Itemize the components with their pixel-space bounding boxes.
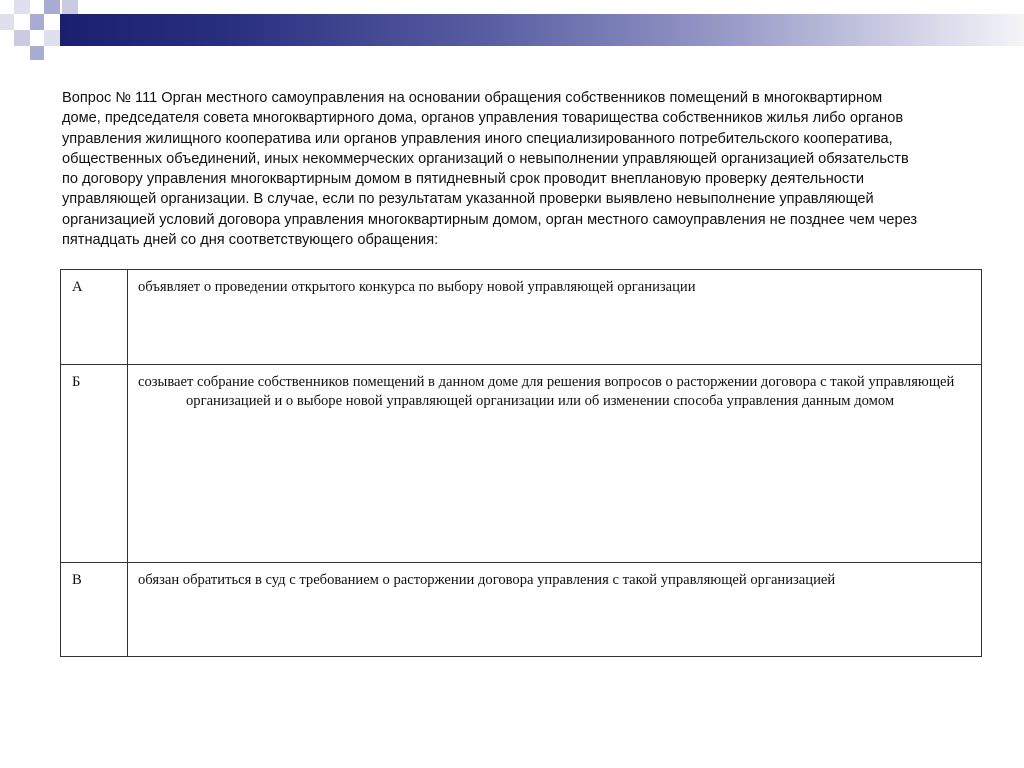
answer-row-b: [61, 365, 982, 563]
answers-table: [60, 269, 982, 657]
answer-text: обязан обратиться в суд с требованием о расторжении договора управления с такой управляющей организацией: [128, 563, 982, 657]
decor-square: [44, 30, 60, 46]
answer-text: объявляет о проведении открытого конкурса по выбору новой управляющей организации: [128, 270, 982, 365]
decor-square: [44, 0, 60, 14]
answer-letter: Б: [61, 365, 128, 563]
decor-square: [0, 14, 14, 30]
answer-row-a: [61, 270, 982, 365]
decor-square: [14, 0, 30, 14]
decor-square: [62, 0, 78, 14]
answer-letter: В: [61, 563, 128, 657]
answer-row-c: [61, 563, 982, 657]
decor-square: [30, 14, 44, 30]
question-text: Вопрос № 111 Орган местного самоуправления на основании обращения собственников помещений в многоквартирном доме, председателя совета многоквартирного дома, органов управления товарищества собственников жилья либо органов управления жилищного кооператива или органов управления иного специализированного потребительского кооператива, общественных объединений, иных некоммерческих организаций о невыполнении управляющей организацией обязательств по договору управления многоквартирным домом в пятидневный срок проводит внеплановую проверку деятельности управляющей организации. В случае, если по результатам указанной проверки выявлено невыполнение управляющей организацией условий договора управления многоквартирным домом, орган местного самоуправления не позднее чем через пятнадцать дней со дня соответствующего обращения:: [62, 90, 918, 249]
answer-text-content: созывает собрание собственников помещений в данном доме для решения вопросов о расторжении договора с такой управляющей организацией и о выборе новой управляющей организации или об изменении способа управления данным домом: [138, 374, 955, 409]
header-gradient-bar: [60, 14, 1024, 46]
answer-text: [128, 365, 982, 563]
answer-letter: А: [61, 270, 128, 365]
decor-square: [30, 46, 44, 60]
decor-square: [14, 30, 30, 46]
